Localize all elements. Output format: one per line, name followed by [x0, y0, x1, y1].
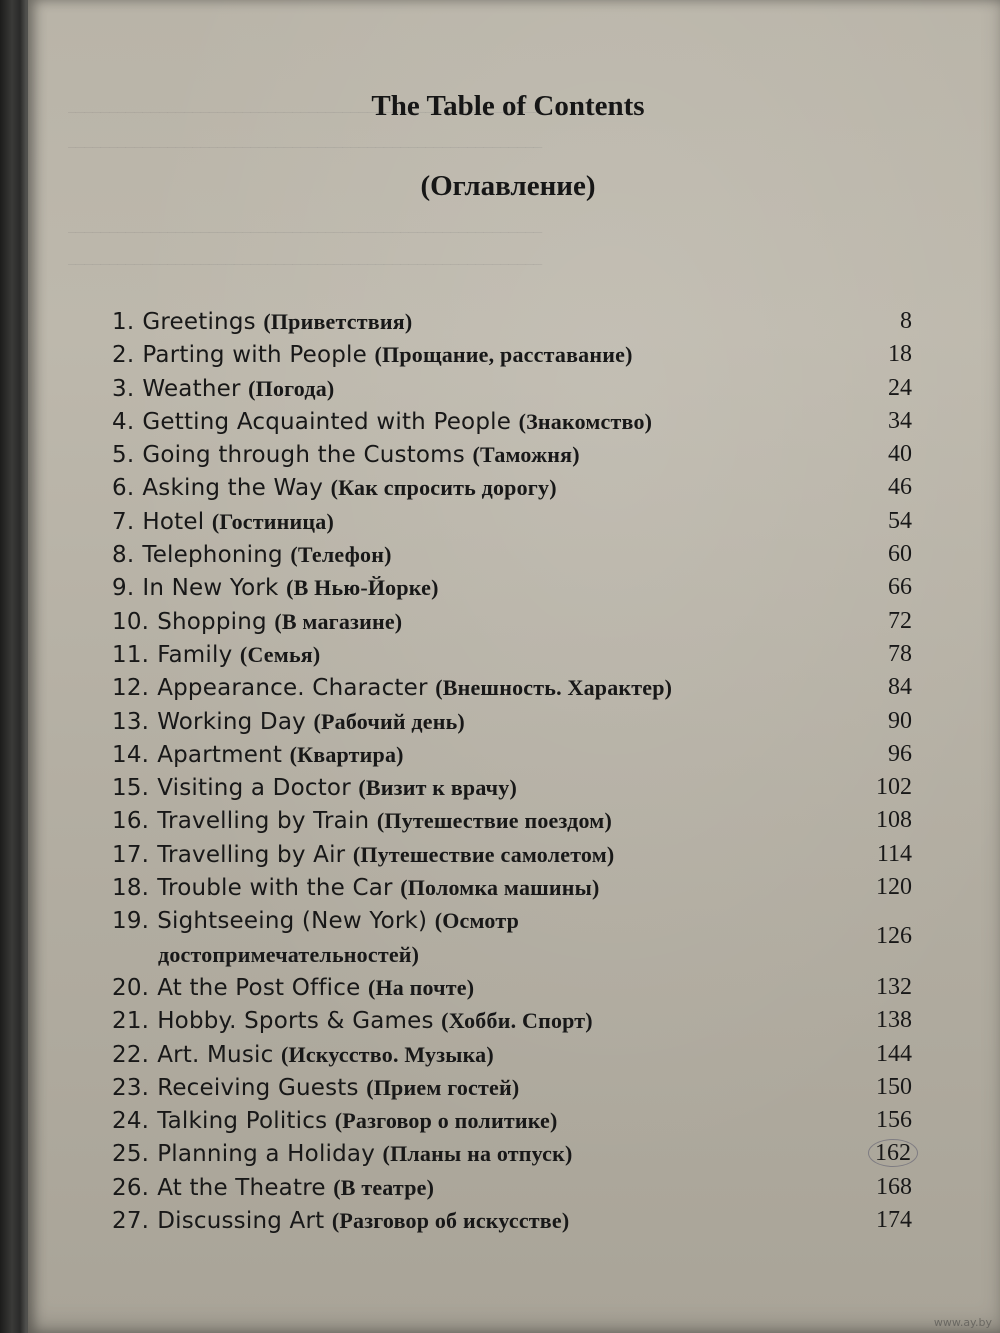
toc-entry	[112, 338, 912, 371]
toc-entry-number: 25.	[112, 1141, 150, 1168]
toc-entry-english: In New York	[142, 575, 279, 602]
toc-entry-russian: (Гостиница)	[211, 508, 335, 534]
page-number-text: 144	[876, 1040, 912, 1067]
toc-entry-english: Going through the Customs	[142, 442, 465, 469]
toc-entry-title	[112, 838, 812, 872]
toc-entry-russian: (В магазине)	[274, 608, 403, 634]
toc-entry-russian: (Квартира)	[289, 741, 404, 767]
toc-entry	[112, 1104, 912, 1137]
toc-entry-english: Hobby. Sports & Games	[157, 1008, 434, 1035]
toc-entry-page-number	[877, 838, 912, 871]
toc-entry	[112, 1038, 912, 1071]
page-number-text: 126	[876, 923, 912, 950]
toc-entry-page-number	[888, 471, 912, 504]
toc-entry-number: 15.	[112, 775, 150, 802]
toc-entry-number: 8.	[112, 542, 135, 569]
toc-entry-russian: (Планы на отпуск)	[382, 1141, 573, 1167]
page-number-text: 96	[888, 740, 912, 767]
toc-entry-russian: (Искусство. Музыка)	[280, 1041, 494, 1067]
toc-entry-russian: (Таможня)	[472, 442, 580, 468]
toc-entry-page-number	[888, 571, 912, 604]
toc-entry-page-number	[876, 804, 912, 837]
toc-entry-page-number	[876, 1104, 912, 1137]
toc-entry-russian: (Разговор об искусстве)	[331, 1208, 570, 1234]
toc-entry-page-number	[888, 505, 912, 538]
toc-entry-english: Family	[157, 641, 233, 668]
toc-entry-russian: (Как спросить дорогу)	[330, 475, 557, 501]
toc-entry-english: Parting with People	[142, 342, 367, 369]
toc-entry-title	[112, 372, 812, 406]
toc-entry-page-number	[888, 372, 912, 405]
toc-entry-title	[112, 1137, 812, 1171]
toc-entry-page-number	[888, 438, 912, 471]
toc-entry-number: 23.	[112, 1074, 150, 1101]
toc-entry-number: 1.	[112, 309, 135, 335]
toc-entry	[112, 405, 912, 438]
toc-entry-number: 26.	[112, 1174, 150, 1201]
toc-entry-title	[112, 1204, 812, 1238]
toc-entry-page-number	[900, 305, 912, 338]
page-number-text: 24	[888, 374, 912, 401]
page-number-text: 46	[888, 474, 912, 501]
toc-entry	[112, 1137, 912, 1170]
toc-entry-page-number	[876, 871, 912, 904]
toc-entry-english: Shopping	[157, 608, 267, 635]
toc-entry	[112, 471, 912, 504]
toc-entry-title	[112, 1004, 812, 1038]
page-number-text: 54	[888, 507, 912, 534]
toc-entry-title	[112, 505, 812, 539]
toc-entry-page-number	[888, 671, 912, 704]
toc-entry-number: 12.	[112, 675, 150, 702]
toc-entry	[112, 505, 912, 538]
table-of-contents	[112, 305, 912, 1237]
toc-entry-russian: (Разговор о политике)	[334, 1108, 558, 1134]
page-number-text: 174	[876, 1207, 912, 1234]
toc-entry-number: 13.	[112, 708, 150, 735]
toc-entry-english: Getting Acquainted with People	[142, 408, 512, 435]
toc-entry-russian: (На почте)	[367, 974, 475, 1000]
toc-entry-title	[112, 771, 812, 805]
toc-entry	[112, 871, 912, 904]
toc-entry-russian: (Приветствия)	[263, 309, 413, 334]
toc-entry	[112, 904, 912, 971]
show-through-texture: ‾‾‾‾‾‾‾‾‾‾‾‾‾‾‾‾‾‾‾‾‾‾‾‾‾‾‾‾‾‾‾‾‾‾‾‾‾‾‾‾‾‾‾‾‾‾‾‾‾‾‾‾‾‾‾‾‾	[68, 110, 543, 135]
toc-entry-page-number	[876, 1204, 912, 1237]
toc-entry-english: At the Post Office	[157, 974, 361, 1001]
toc-entry-english: Visiting a Doctor	[157, 775, 351, 802]
toc-entry-english: Talking Politics	[157, 1108, 328, 1135]
toc-entry-number: 3.	[112, 375, 135, 402]
toc-entry-number: 19.	[112, 908, 150, 935]
toc-entry-number: 21.	[112, 1008, 150, 1035]
toc-entry-russian: (Путешествие самолетом)	[352, 841, 615, 867]
watermark: www.ay.by	[933, 1316, 992, 1329]
toc-entry-number: 5.	[112, 442, 135, 469]
page-number-text: 34	[888, 407, 912, 434]
page-number-text: 108	[876, 807, 912, 834]
page-title: The Table of Contents	[371, 90, 645, 122]
toc-entry-english: Receiving Guests	[157, 1074, 359, 1101]
toc-entry-title	[112, 405, 812, 439]
toc-entry-title	[112, 705, 812, 739]
toc-entry-number: 2.	[112, 342, 135, 369]
page-number-text: 150	[876, 1073, 912, 1100]
toc-entry-number: 4.	[112, 408, 135, 435]
toc-entry	[112, 538, 912, 571]
toc-entry-english: Weather	[142, 375, 241, 402]
page-number-text: 84	[888, 674, 912, 701]
toc-entry-title	[112, 605, 812, 639]
toc-entry-english: Sightseeing (New York)	[157, 908, 428, 935]
toc-entry-title	[112, 438, 812, 472]
page-number-text: 60	[888, 541, 912, 568]
toc-entry-russian: (В Нью-Йорке)	[286, 575, 439, 601]
toc-entry	[112, 1171, 912, 1204]
toc-entry-page-number	[888, 705, 912, 738]
toc-entry-page-number	[876, 920, 912, 953]
toc-entry-page-number	[868, 1137, 912, 1170]
toc-entry-page-number	[888, 605, 912, 638]
toc-entry-english: Telephoning	[142, 542, 283, 569]
toc-entry-title	[112, 305, 812, 339]
toc-entry	[112, 671, 912, 704]
toc-entry	[112, 305, 912, 338]
toc-entry-english: At the Theatre	[157, 1174, 326, 1201]
toc-entry-page-number	[876, 1004, 912, 1037]
toc-entry-english: Trouble with the Car	[157, 875, 393, 902]
toc-entry-number: 24.	[112, 1108, 150, 1135]
toc-entry	[112, 1204, 912, 1237]
toc-entry-english: Apartment	[157, 741, 283, 768]
page-number-text: 66	[888, 574, 912, 601]
toc-entry-russian: (Внешность. Характер)	[435, 675, 673, 701]
toc-entry-english: Greetings	[142, 309, 256, 335]
toc-entry-page-number	[876, 1038, 912, 1071]
toc-entry-page-number	[876, 971, 912, 1004]
page-number-text: 138	[876, 1007, 912, 1034]
page-number-text: 114	[876, 840, 912, 867]
toc-entry-page-number	[876, 1171, 912, 1204]
toc-entry-russian: (Хобби. Спорт)	[441, 1008, 593, 1034]
toc-entry-english: Art. Music	[157, 1041, 274, 1068]
toc-entry-title	[112, 904, 812, 971]
toc-entry	[112, 838, 912, 871]
toc-entry-page-number	[888, 738, 912, 771]
toc-entry-number: 18.	[112, 875, 150, 902]
toc-entry-title	[112, 1071, 812, 1105]
toc-entry-russian: (Рабочий день)	[313, 708, 465, 734]
toc-entry-title	[112, 1104, 812, 1138]
toc-entry-english: Discussing Art	[157, 1208, 325, 1235]
toc-entry-english: Appearance. Character	[157, 675, 428, 702]
toc-entry-title	[112, 1171, 812, 1205]
toc-entry-russian: (Поломка машины)	[400, 875, 600, 901]
toc-entry	[112, 1004, 912, 1037]
toc-entry	[112, 605, 912, 638]
toc-entry-number: 22.	[112, 1041, 150, 1068]
toc-entry-title	[112, 1038, 812, 1072]
toc-entry	[112, 738, 912, 771]
page-number-text: 90	[888, 707, 912, 734]
toc-entry-number: 7.	[112, 508, 135, 535]
toc-entry-english: Planning a Holiday	[157, 1141, 376, 1168]
toc-entry-title	[112, 671, 812, 705]
toc-entry	[112, 771, 912, 804]
toc-entry-russian: (Визит к врачу)	[358, 775, 518, 801]
page-number-text: 162	[868, 1139, 918, 1167]
toc-entry-title	[112, 471, 812, 505]
toc-entry-english: Working Day	[157, 708, 306, 735]
toc-entry-title	[112, 871, 812, 905]
page-number-text: 120	[876, 874, 912, 901]
toc-entry-title	[112, 571, 812, 605]
toc-entry-russian: (Погода)	[248, 375, 335, 401]
toc-entry-number: 27.	[112, 1208, 150, 1235]
toc-entry-page-number	[876, 771, 912, 804]
toc-entry	[112, 438, 912, 471]
toc-entry-page-number	[888, 338, 912, 371]
toc-entry-page-number	[888, 538, 912, 571]
page-number-text: 156	[876, 1107, 912, 1134]
toc-entry-number: 16.	[112, 808, 150, 835]
toc-entry-english: Hotel	[142, 508, 205, 535]
toc-entry	[112, 971, 912, 1004]
toc-entry-russian: (Прощание, расставание)	[374, 342, 633, 368]
toc-entry-number: 10.	[112, 608, 150, 635]
toc-entry-title	[112, 338, 812, 372]
toc-entry	[112, 372, 912, 405]
page-number-text: 18	[888, 341, 912, 368]
toc-entry-russian: (В театре)	[333, 1174, 435, 1200]
toc-entry-english: Travelling by Air	[157, 841, 346, 868]
toc-entry-title	[112, 638, 812, 672]
toc-entry-russian: (Знакомство)	[518, 408, 653, 434]
book-page	[28, 0, 1000, 1333]
page-number-text: 72	[888, 607, 912, 634]
show-through-texture: ‾‾‾‾‾‾‾‾‾‾‾‾‾‾‾‾‾‾‾‾‾‾‾‾‾‾‾‾‾‾‾‾‾‾‾‾‾‾‾‾‾‾‾‾‾‾‾‾‾‾‾‾‾‾‾‾‾	[68, 230, 543, 255]
toc-entry-russian: (Прием гостей)	[366, 1074, 520, 1100]
toc-entry-page-number	[876, 1071, 912, 1104]
page-number-text: 168	[876, 1173, 912, 1200]
toc-entry-russian: (Семья)	[239, 641, 321, 667]
toc-entry-russian: (Телефон)	[290, 542, 392, 568]
toc-entry-number: 9.	[112, 575, 135, 602]
toc-entry-title	[112, 804, 812, 838]
page-number-text: 78	[888, 640, 912, 667]
toc-entry-number: 6.	[112, 475, 135, 502]
page-number-text: 40	[888, 441, 912, 468]
toc-entry-english: Travelling by Train	[157, 808, 370, 835]
toc-entry-number: 20.	[112, 974, 150, 1001]
page-number-text: 8	[900, 308, 912, 334]
page-number-text: 132	[876, 973, 912, 1000]
toc-entry-russian: (Осмотр	[434, 908, 520, 934]
toc-entry-number: 17.	[112, 841, 150, 868]
toc-entry	[112, 1071, 912, 1104]
toc-entry-title	[112, 538, 812, 572]
toc-entry-title	[112, 971, 812, 1005]
toc-entry-number: 11.	[112, 641, 150, 668]
toc-entry-russian-continued: достопримечательностей)	[158, 942, 420, 968]
show-through-texture: ‾‾‾‾‾‾‾‾‾‾‾‾‾‾‾‾‾‾‾‾‾‾‾‾‾‾‾‾‾‾‾‾‾‾‾‾‾‾‾‾‾‾‾‾‾‾‾‾‾‾‾‾‾‾‾‾‾	[68, 145, 543, 170]
toc-entry	[112, 705, 912, 738]
show-through-texture: ‾‾‾‾‾‾‾‾‾‾‾‾‾‾‾‾‾‾‾‾‾‾‾‾‾‾‾‾‾‾‾‾‾‾‾‾‾‾‾‾‾‾‾‾‾‾‾‾‾‾‾‾‾‾‾‾‾	[68, 262, 543, 287]
toc-entry	[112, 571, 912, 604]
page-number-text: 102	[876, 774, 912, 801]
toc-entry-page-number	[888, 638, 912, 671]
toc-entry-english: Asking the Way	[142, 475, 324, 502]
toc-entry-russian: (Путешествие поездом)	[376, 808, 612, 834]
toc-entry-number: 14.	[112, 741, 150, 768]
toc-entry	[112, 804, 912, 837]
toc-entry-page-number	[888, 405, 912, 438]
page-subtitle: (Оглавление)	[420, 170, 596, 202]
toc-entry	[112, 638, 912, 671]
toc-entry-title	[112, 738, 812, 772]
